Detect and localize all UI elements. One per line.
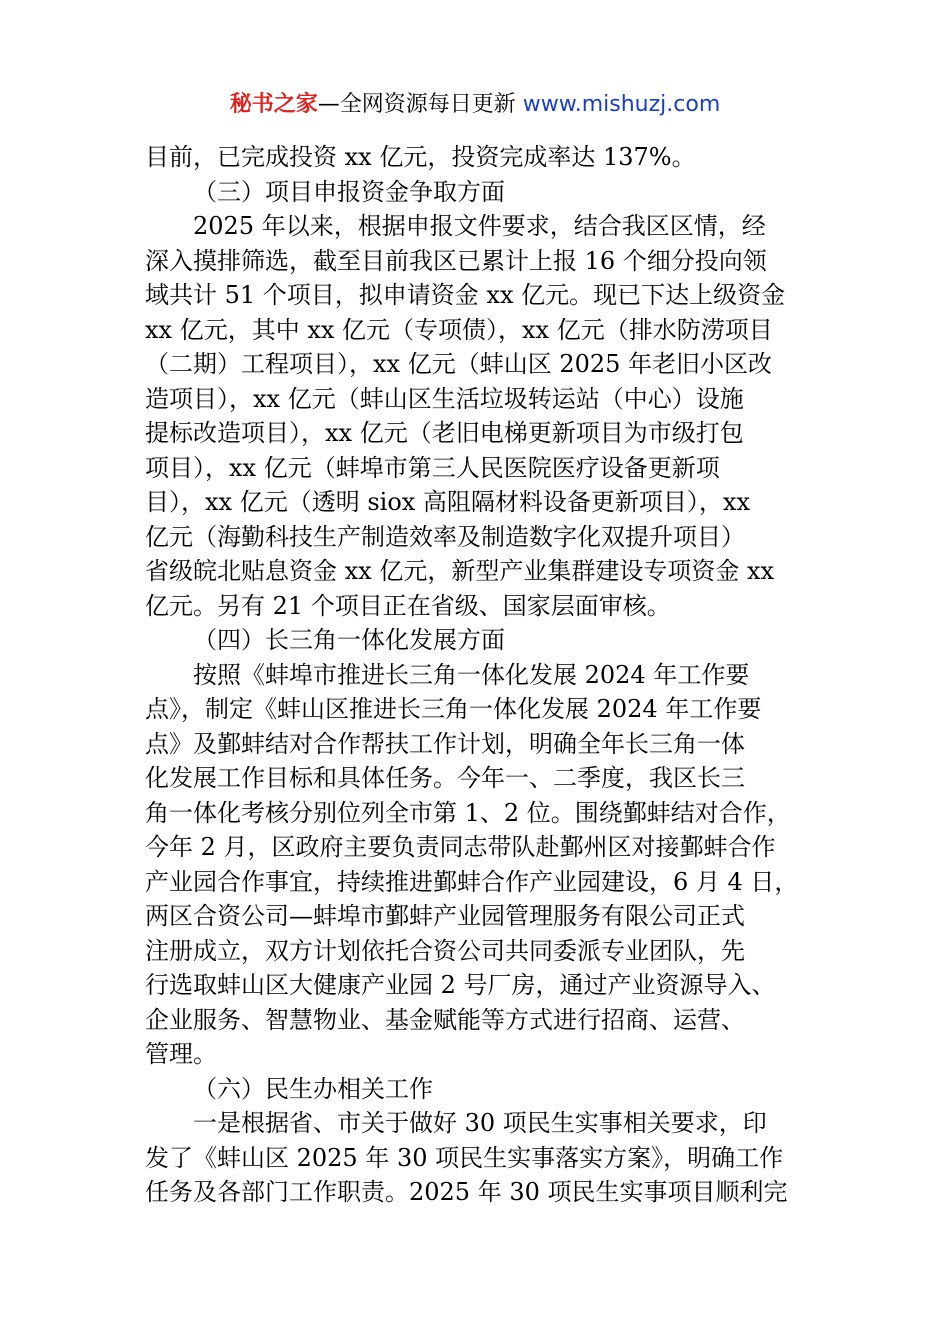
- text-line: 造项目），xx 亿元（蚌山区生活垃圾转运站（中心）设施: [145, 384, 744, 413]
- text-line: （二期）工程项目），xx 亿元（蚌山区 2025 年老旧小区改: [145, 350, 773, 378]
- site-tagline: —全网资源每日更新: [317, 92, 523, 117]
- text-line: 项目），xx 亿元（蚌埠市第三人民医院医疗设备更新项: [145, 453, 720, 482]
- text-line: 目），xx 亿元（透明 siox 高阻隔材料设备更新项目），xx: [145, 488, 751, 516]
- text-line: 亿元。另有 21 个项目正在省级、国家层面审核。: [145, 591, 671, 620]
- site-url-link[interactable]: www.mishuzj.com: [522, 92, 721, 117]
- document-body: [145, 140, 815, 1210]
- text-line: 注册成立，双方计划依托合资公司共同委派专业团队，先: [145, 936, 745, 965]
- paragraph-start-line: 2025 年以来，根据申报文件要求，结合我区区情，经: [193, 212, 766, 240]
- text-line: 提标改造项目），xx 亿元（老旧电梯更新项目为市级打包: [145, 419, 744, 447]
- text-line: 点》及鄞蚌结对合作帮扶工作计划，明确全年长三角一体: [145, 729, 745, 758]
- paragraph-start-line: 一是根据省、市关于做好 30 项民生实事相关要求，印: [193, 1109, 767, 1137]
- text-line: xx 亿元，其中 xx 亿元（专项债），xx 亿元（排水防涝项目: [145, 315, 773, 344]
- text-line: 产业园合作事宜，持续推进鄞蚌合作产业园建设，6 月 4 日，: [145, 867, 799, 896]
- section-heading: （六）民生办相关工作: [193, 1074, 433, 1103]
- section-heading: （四）长三角一体化发展方面: [193, 626, 505, 654]
- text-line: 企业服务、智慧物业、基金赋能等方式进行招商、运营、: [145, 1005, 745, 1034]
- site-header: [0, 88, 950, 122]
- text-line: 深入摸排筛选，截至目前我区已累计上报 16 个细分投向领: [145, 246, 767, 275]
- paragraph-start-line: 按照《蚌埠市推进长三角一体化发展 2024 年工作要: [193, 660, 750, 689]
- text-line: 行选取蚌山区大健康产业园 2 号厂房，通过产业资源导入、: [145, 971, 776, 999]
- site-brand: 秘书之家: [229, 92, 318, 117]
- text-line: 省级皖北贴息资金 xx 亿元，新型产业集群建设专项资金 xx: [145, 557, 775, 585]
- text-line: 管理。: [145, 1040, 217, 1068]
- text-line: 今年 2 月，区政府主要负责同志带队赴鄞州区对接鄞蚌合作: [145, 833, 776, 861]
- text-line: 发了《蚌山区 2025 年 30 项民生实事落实方案》，明确工作: [145, 1143, 784, 1172]
- text-line: 亿元（海勤科技生产制造效率及制造数字化双提升项目）: [145, 522, 745, 551]
- text-line: 域共计 51 个项目，拟申请资金 xx 亿元。现已下达上级资金: [145, 281, 786, 309]
- text-line: 点》，制定《蚌山区推进长三角一体化发展 2024 年工作要: [145, 695, 762, 723]
- text-line: 角一体化考核分别位列全市第 1、2 位。围绕鄞蚌结对合作，: [145, 798, 791, 827]
- text-line: 两区合资公司—蚌埠市鄞蚌产业园管理服务有限公司正式: [145, 902, 745, 930]
- text-line: 任务及各部门工作职责。2025 年 30 项民生实事项目顺利完: [145, 1178, 788, 1206]
- section-heading: （三）项目申报资金争取方面: [193, 177, 505, 206]
- text-line: 目前，已完成投资 xx 亿元，投资完成率达 137%。: [145, 143, 696, 171]
- text-line: 化发展工作目标和具体任务。今年一、二季度，我区长三: [145, 764, 745, 792]
